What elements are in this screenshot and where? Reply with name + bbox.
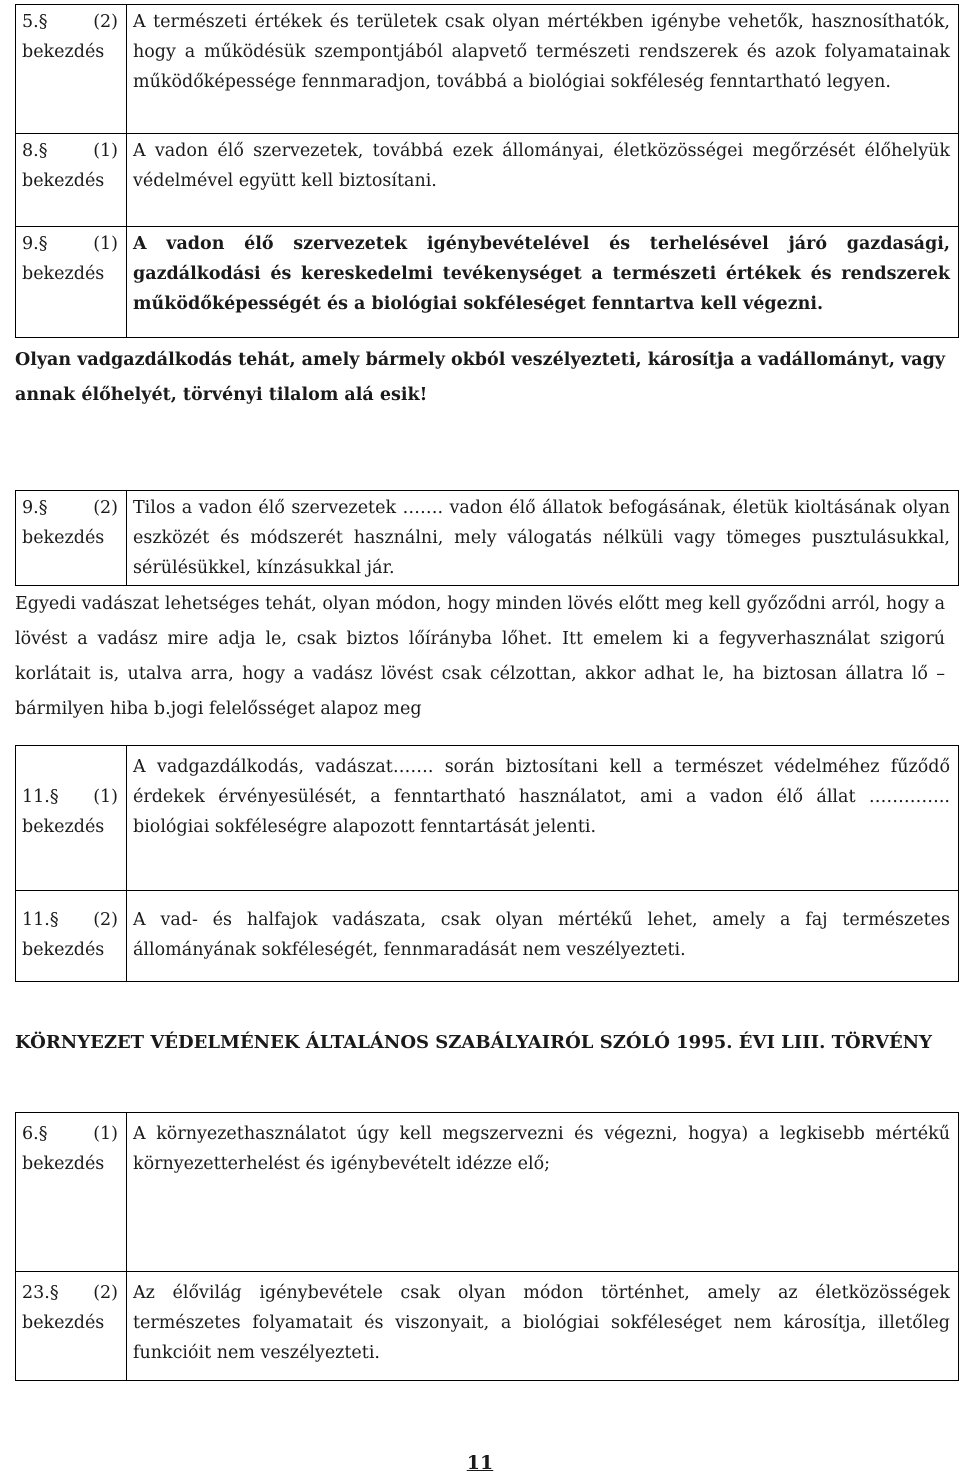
- section-reference: 5.§ (2) bekezdés: [16, 5, 127, 134]
- section-text: A vadon élő szervezetek, továbbá ezek állományai, életközösségei megőrzését élőhelyük védelmével együtt kell biztosítani.: [127, 134, 959, 227]
- section-reference: 6.§ (1) bekezdés: [16, 1113, 127, 1272]
- table-row: [16, 891, 959, 982]
- table-row: [16, 1113, 959, 1272]
- section-reference: 23.§ (2) bekezdés: [16, 1272, 127, 1381]
- section-text: A vad- és halfajok vadászata, csak olyan mértékű lehet, amely a faj természetes állományának sokféleségét, fennmaradását nem veszélyezteti.: [127, 891, 959, 982]
- commentary-paragraph: Egyedi vadászat lehetséges tehát, olyan módon, hogy minden lövés előtt meg kell győződni arról, hogy a lövést a vadász mire adja le, csak biztos lőírányba lőhet. Itt emelem ki a fegyverhasználat szigorú korlátait is, utalva arra, hogy a vadász lövést csak célzottan, akkor adhat le, ha biztosan állatra lő – bármilyen hiba b.jogi felelősséget alapoz meg: [15, 594, 945, 719]
- section-text: Az élővilág igénybevétele csak olyan módon történhet, amely az életközösségek természetes folyamatait és viszonyait, a biológiai sokféleséget nem károsítja, illetőleg funkcióit nem veszélyezteti.: [127, 1272, 959, 1381]
- section-reference: 8.§ (1) bekezdés: [16, 134, 127, 227]
- section-text: A vadgazdálkodás, vadászat……. során biztosítani kell a természet védelméhez fűződő érdekek érvényesülését, a fenntartható használatot, ami a vadon élő állat ………….. biológiai sokféleségre alapozott fenntartását jelenti.: [127, 746, 959, 891]
- section-reference: 11.§ (1) bekezdés: [16, 746, 127, 891]
- section-text: A vadon élő szervezetek igénybevételével és terhelésével járó gazdasági, gazdálkodási és kereskedelmi tevékenységet a természeti értékek és rendszerek működőképességét és a biológiai sokféleséget fenntartva kell végezni.: [127, 227, 959, 338]
- section-reference: 11.§ (2) bekezdés: [16, 891, 127, 982]
- section-text: A természeti értékek és területek csak olyan mértékben igénybe vehetők, hasznosíthatók, hogy a működésük szempontjából alapvető természeti rendszerek és azok folyamatainak működőképessége fennmaradjon, továbbá a biológiai sokféleség fenntartható legyen.: [127, 5, 959, 134]
- section-heading: KÖRNYEZET VÉDELMÉNEK ÁLTALÁNOS SZABÁLYAIRÓL SZÓLÓ 1995. ÉVI LIII. TÖRVÉNY: [15, 1032, 932, 1053]
- section-reference: 9.§ (2) bekezdés: [16, 491, 127, 586]
- law-excerpt-table-4: [15, 1112, 959, 1381]
- table-row: [16, 1272, 959, 1381]
- section-reference: 9.§ (1) bekezdés: [16, 227, 127, 338]
- table-row: [16, 134, 959, 227]
- commentary-paragraph: Olyan vadgazdálkodás tehát, amely bármely okból veszélyezteti, károsítja a vadállományt, vagy annak élőhelyét, törvényi tilalom alá esik!: [15, 350, 945, 405]
- table-row: [16, 746, 959, 891]
- section-text: A környezethasználatot úgy kell megszervezni és végezni, hogya) a legkisebb mértékű környezetterhelést és igénybevételt idézze elő;: [127, 1113, 959, 1272]
- table-row: [16, 491, 959, 586]
- section-text: Tilos a vadon élő szervezetek ……. vadon élő állatok befogásának, életük kioltásának olyan eszközét és módszerét használni, mely válogatás nélküli vagy tömeges pusztulásukkal, sérülésükkel, kínzásukkal jár.: [127, 491, 959, 586]
- law-excerpt-table-2: [15, 490, 959, 586]
- table-row: [16, 227, 959, 338]
- law-excerpt-table-3: [15, 745, 959, 982]
- law-excerpt-table-1: [15, 4, 959, 338]
- page-number: 11: [466, 1452, 494, 1474]
- table-row: [16, 5, 959, 134]
